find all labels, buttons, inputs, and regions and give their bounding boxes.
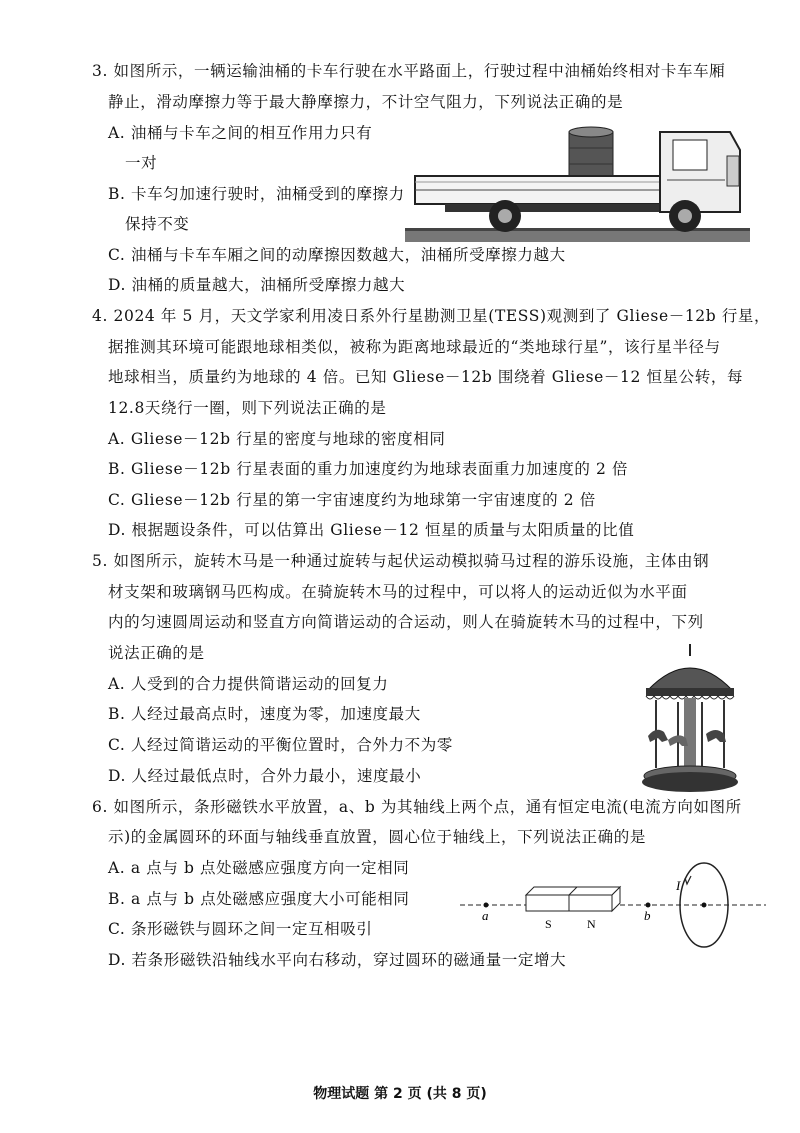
- q5-stem-line2: 材支架和玻璃钢马匹构成。在骑旋转木马的过程中，可以将人的运动近似为水平面: [108, 583, 688, 601]
- pole-n-label: N: [587, 917, 596, 931]
- q4-stem-line3: 地球相当，质量约为地球的 4 倍。已知 Gliese－12b 围绕着 Gliese－12 恒星公转，每: [108, 368, 744, 386]
- q6-option-d: D. 若条形磁铁沿轴线水平向右移动，穿过圆环的磁通量一定增大: [108, 951, 567, 969]
- ring-center: [702, 903, 707, 908]
- magnet-ring-figure: [458, 862, 770, 952]
- q3-option-a: A. 油桶与卡车之间的相互作用力只有: [108, 124, 373, 142]
- truck-figure: [405, 112, 750, 242]
- q4-stem-line1: 4. 2024 年 5 月，天文学家利用凌日系外行星勘测卫星(TESS)观测到了 Gliese－12b 行星，: [92, 307, 771, 325]
- q5-option-b: B. 人经过最高点时，速度为零，加速度最大: [108, 705, 421, 723]
- q5-option-d: D. 人经过最低点时，合外力最小，速度最小: [108, 767, 422, 785]
- q5-option-a: A. 人受到的合力提供简谐运动的回复力: [108, 675, 389, 693]
- q6-option-a: A. a 点与 b 点处磁感应强度方向一定相同: [108, 859, 410, 877]
- q3-option-a-cont: 一对: [125, 154, 158, 172]
- q3-stem-line1: 3. 如图所示，一辆运输油桶的卡车行驶在水平路面上，行驶过程中油桶始终相对卡车车厢: [92, 62, 726, 80]
- q6-option-b: B. a 点与 b 点处磁感应强度大小可能相同: [108, 890, 410, 908]
- q4-stem-line2: 据推测其环境可能跟地球相类似，被称为距离地球最近的“类地球行星”，该行星半径与: [108, 338, 721, 356]
- q5-stem-line4: 说法正确的是: [108, 644, 205, 662]
- q5-stem-line1: 5. 如图所示，旋转木马是一种通过旋转与起伏运动模拟骑马过程的游乐设施，主体由钢: [92, 552, 710, 570]
- oil-barrel-icon: [569, 127, 613, 178]
- q3-option-c: C. 油桶与卡车车厢之间的动摩擦因数越大，油桶所受摩擦力越大: [108, 246, 566, 264]
- carousel-figure: [640, 640, 740, 800]
- q5-option-c: C. 人经过简谐运动的平衡位置时，合外力不为零: [108, 736, 453, 754]
- q6-stem-line2: 示)的金属圆环的环面与轴线垂直放置，圆心位于轴线上，下列说法正确的是: [108, 828, 646, 846]
- q6-stem-line1: 6. 如图所示，条形磁铁水平放置，a、b 为其轴线上两个点，通有恒定电流(电流方向如图所: [92, 798, 742, 816]
- q3-option-d: D. 油桶的质量越大，油桶所受摩擦力越大: [108, 276, 406, 294]
- q5-stem-line3: 内的匀速圆周运动和竖直方向简谐运动的合运动，则人在骑旋转木马的过程中，下列: [108, 613, 704, 631]
- page-footer: 物理试题 第 2 页 (共 8 页): [313, 1086, 487, 1102]
- q4-option-b: B. Gliese－12b 行星表面的重力加速度约为地球表面重力加速度的 2 倍: [108, 460, 629, 478]
- wheel-icon: [489, 200, 521, 232]
- q4-stem-line4: 12.8天绕行一圈，则下列说法正确的是: [108, 399, 387, 417]
- q3-stem-line2: 静止，滑动摩擦力等于最大静摩擦力，不计空气阻力，下列说法正确的是: [108, 93, 624, 111]
- point-b-label: b: [644, 908, 651, 923]
- bar-magnet: [526, 887, 620, 911]
- q4-option-d: D. 根据题设条件，可以估算出 Gliese－12 恒星的质量与太阳质量的比值: [108, 521, 635, 539]
- q3-option-b: B. 卡车匀加速行驶时，油桶受到的摩擦力: [108, 185, 405, 203]
- current-label: I: [676, 878, 681, 893]
- point-a-label: a: [482, 908, 489, 923]
- carousel-icon: [642, 644, 738, 792]
- wheel-icon: [669, 200, 701, 232]
- q4-option-c: C. Gliese－12b 行星的第一宇宙速度约为地球第一宇宙速度的 2 倍: [108, 491, 596, 509]
- q3-option-b-cont: 保持不变: [125, 215, 190, 233]
- q4-option-a: A. Gliese－12b 行星的密度与地球的密度相同: [108, 430, 446, 448]
- q6-option-c: C. 条形磁铁与圆环之间一定互相吸引: [108, 920, 373, 938]
- pole-s-label: S: [545, 917, 552, 931]
- point-a: [484, 903, 489, 908]
- point-b: [646, 903, 651, 908]
